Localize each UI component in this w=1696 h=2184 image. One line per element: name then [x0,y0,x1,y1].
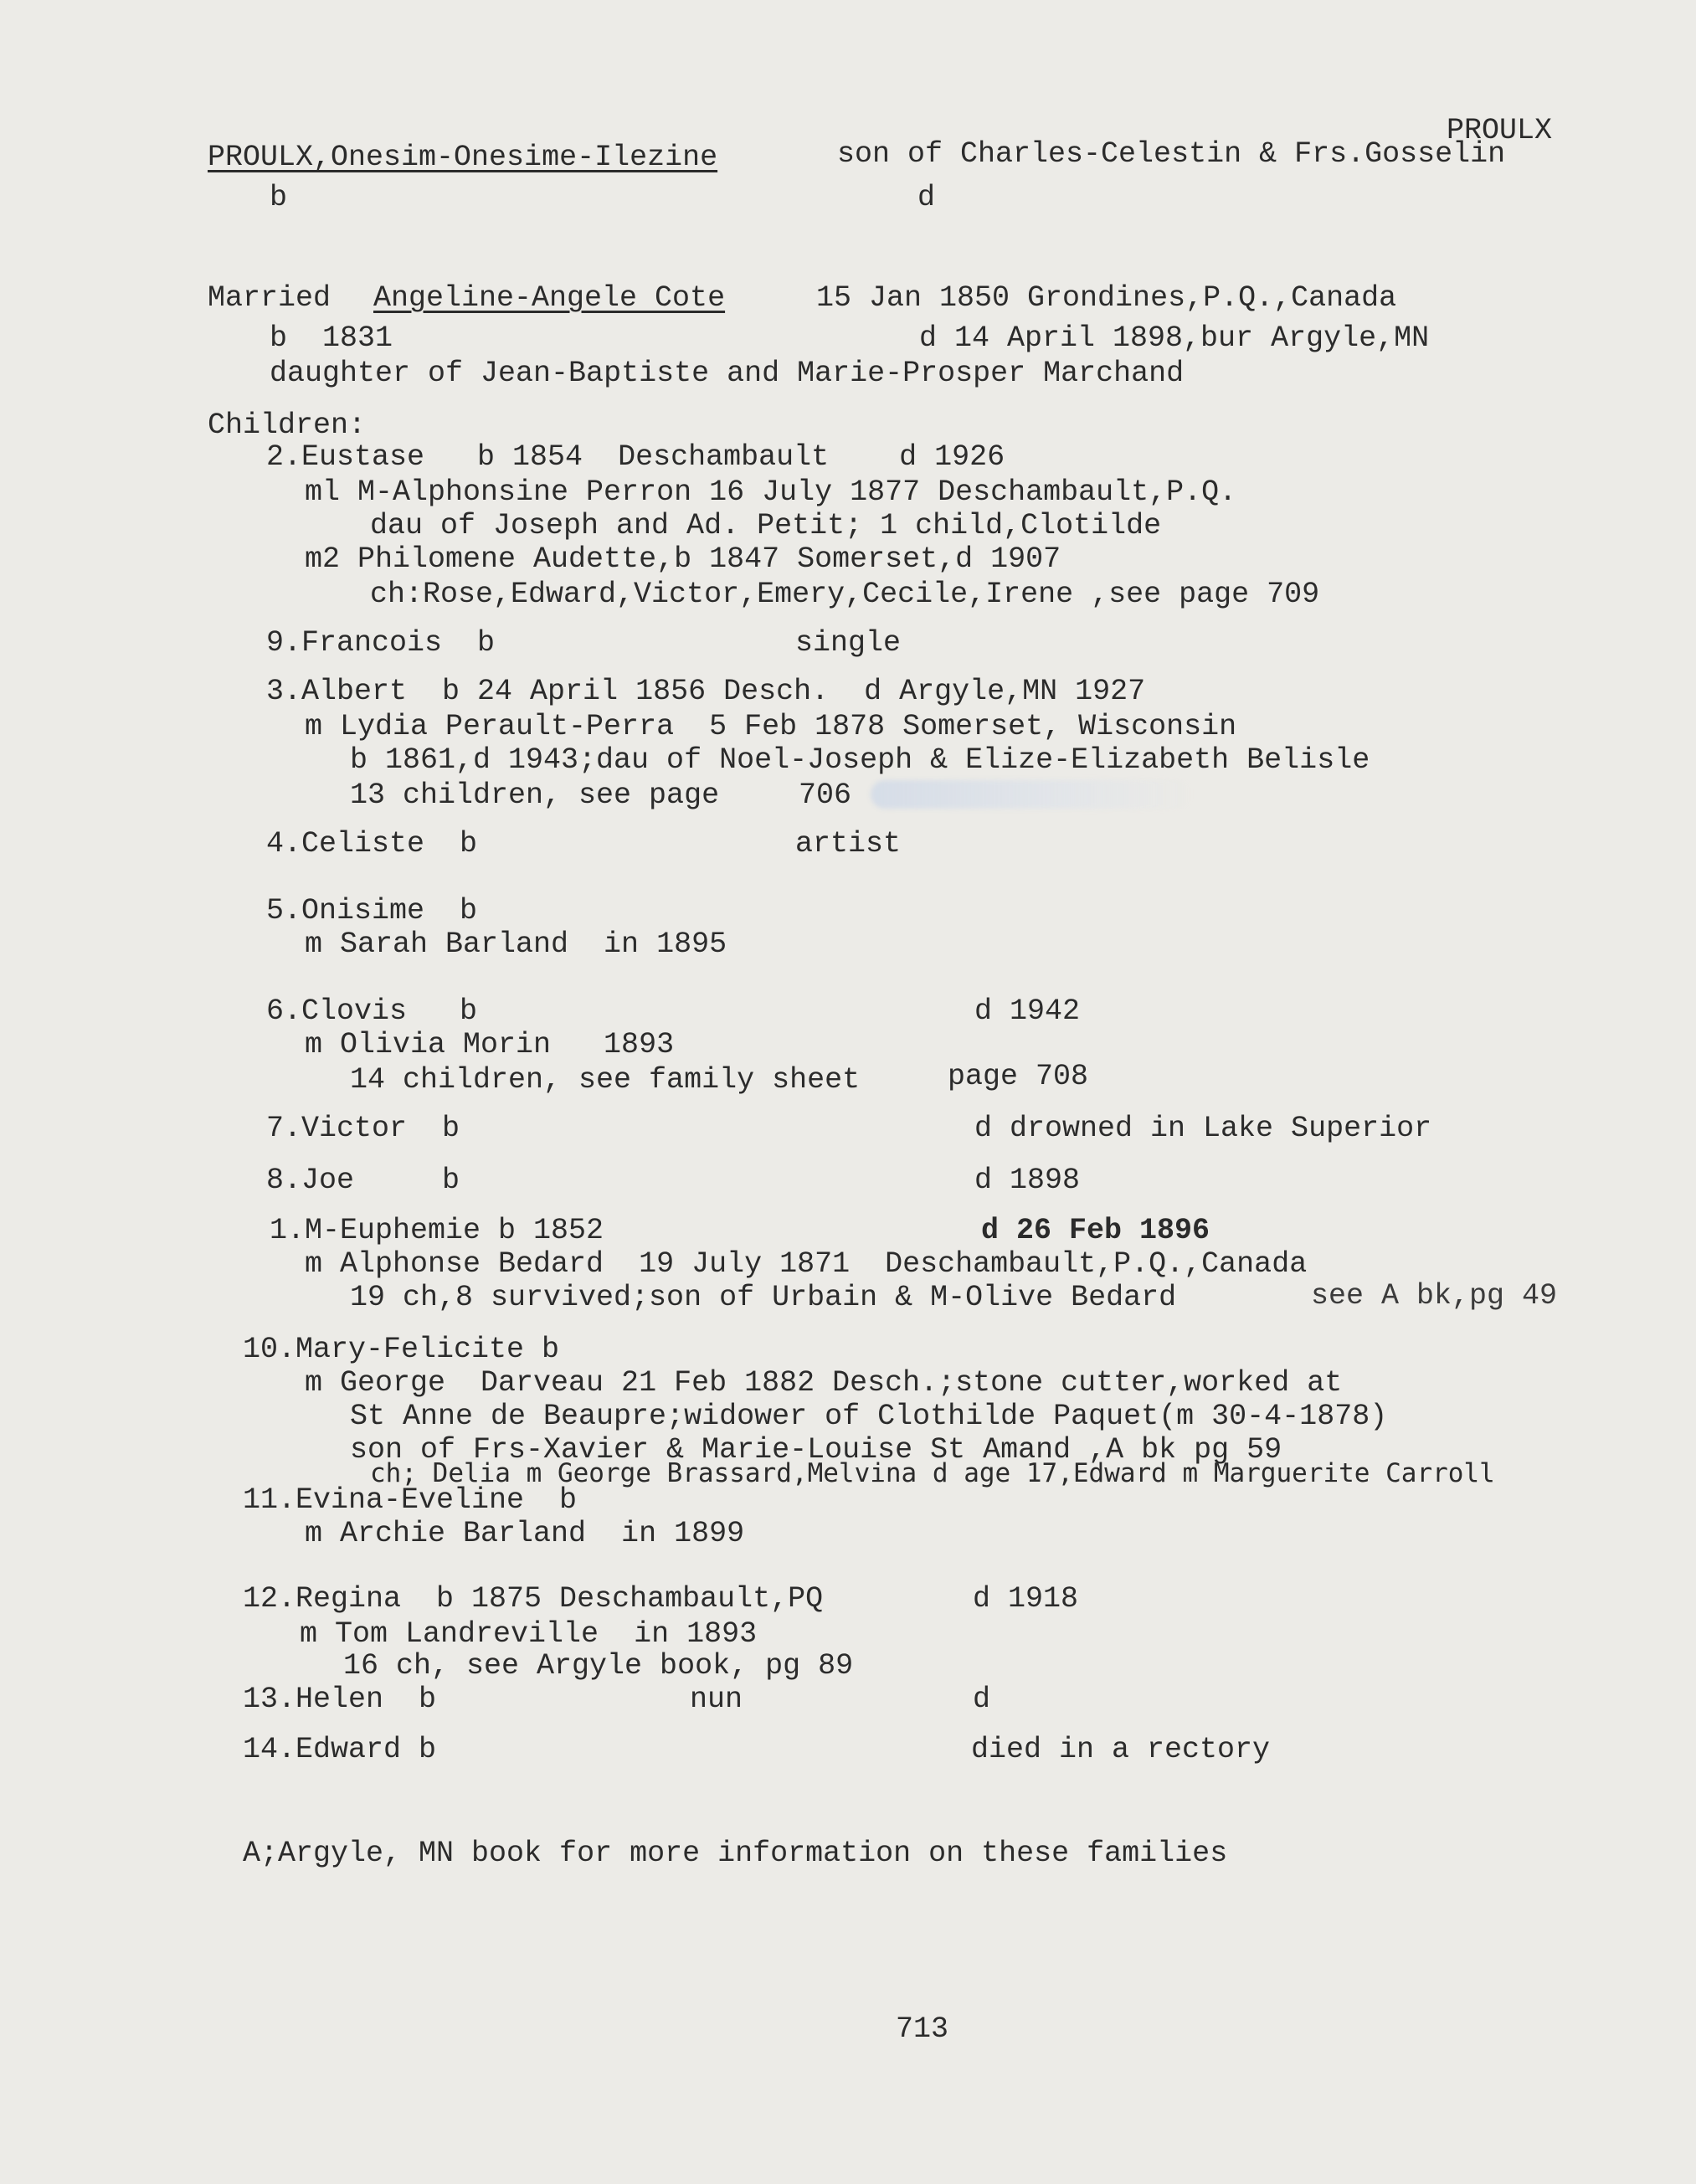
married-label: Married [208,281,331,315]
subject-death: d [917,181,936,214]
subject-birth: b [270,181,288,214]
child-14-death: died in a rectory [971,1733,1271,1766]
child-1-detail: 19 ch,8 survived;son of Urbain & M-Olive Bedard [350,1281,1177,1314]
child-7-line: 7.Victor b [266,1112,460,1145]
page-number: 713 [896,2012,949,2046]
child-9-line: 9.Francois b [266,626,496,660]
child-13-death: d [973,1683,991,1716]
child-1-line: 1.M-Euphemie b 1852 [270,1214,604,1247]
child-3-children: 13 children, see page [350,779,720,812]
child-2-line: 2.Eustase b 1854 Deschambault d 1926 [266,440,1005,474]
marriage-date-place: 15 Jan 1850 Grondines,P.Q.,Canada [816,281,1397,315]
child-13-line: 13.Helen b [243,1683,437,1716]
child-11-marriage: m Archie Barland in 1899 [305,1517,745,1550]
child-1-marriage: m Alphonse Bedard 19 July 1871 Deschambault,P.Q.,Canada [305,1247,1308,1281]
subject-parents: son of Charles-Celestin & Frs.Gosselin [837,137,1506,171]
child-6-death: d 1942 [974,994,1081,1028]
spouse-death: d 14 April 1898,bur Argyle,MN [919,321,1430,355]
child-10-line: 10.Mary-Felicite b [243,1333,560,1366]
child-2-children: ch:Rose,Edward,Victor,Emery,Cecile,Irene ,see page 709 [370,578,1320,611]
child-5-line: 5.Onisime b [266,894,478,928]
children-heading: Children: [208,409,367,442]
child-8-line: 8.Joe b [266,1164,460,1197]
child-3-line: 3.Albert b 24 April 1856 Desch. d Argyle,MN 1927 [266,675,1146,708]
spouse-name: Angeline-Angele Cote [373,281,726,315]
child-13-note: nun [690,1683,743,1716]
child-10-children: ch; Delia m George Brassard,Melvina d age 17,Edward m Marguerite Carroll [370,1458,1495,1488]
child-4-note: artist [795,827,902,861]
child-12-children: 16 ch, see Argyle book, pg 89 [343,1649,854,1683]
child-12-marriage: m Tom Landreville in 1893 [300,1617,758,1651]
child-6-children: 14 children, see family sheet [350,1063,861,1097]
child-6-marriage: m Olivia Morin 1893 [305,1028,675,1061]
child-5-marriage: m Sarah Barland in 1895 [305,928,727,961]
child-8-death: d 1898 [974,1164,1081,1197]
child-14-line: 14.Edward b [243,1733,437,1766]
child-10-detail: St Anne de Beaupre;widower of Clothilde Paquet(m 30-4-1878) [350,1400,1388,1433]
child-2-marriage-1-detail: dau of Joseph and Ad. Petit; 1 child,Clotilde [370,509,1162,542]
child-1-ref: see A bk,pg 49 [1311,1279,1558,1313]
child-10-marriage: m George Darveau 21 Feb 1882 Desch.;stone cutter,worked at [305,1366,1343,1400]
child-6-line: 6.Clovis b [266,994,478,1028]
subject-name: PROULX,Onesim-Onesime-Ilezine [208,141,718,174]
child-10-parents: son of Frs-Xavier & Marie-Louise St Amand ,A bk pg 59 [350,1433,1282,1467]
child-3-page-ref: 706 [799,779,852,812]
child-2-marriage-2: m2 Philomene Audette,b 1847 Somerset,d 1907 [305,542,1061,576]
footnote: A;Argyle, MN book for more information on these families [243,1837,1228,1870]
spouse-birth: b 1831 [270,321,393,355]
child-11-line: 11.Evina-Eveline b [243,1483,578,1517]
spouse-parents: daughter of Jean-Baptiste and Marie-Prosper Marchand [270,357,1185,390]
child-2-marriage-1: ml M-Alphonsine Perron 16 July 1877 Deschambault,P.Q. [305,475,1237,509]
child-3-spouse-detail: b 1861,d 1943;dau of Noel-Joseph & Elize-Elizabeth Belisle [350,743,1370,777]
child-3-marriage: m Lydia Perault-Perra 5 Feb 1878 Somerset, Wisconsin [305,710,1237,743]
child-12-line: 12.Regina b 1875 Deschambault,PQ [243,1582,824,1616]
child-4-line: 4.Celiste b [266,827,478,861]
child-9-note: single [795,626,902,660]
child-1-death: d 26 Feb 1896 [981,1214,1210,1247]
child-12-death: d 1918 [973,1582,1079,1616]
corner-surname: PROULX [1447,114,1553,147]
child-7-death: d drowned in Lake Superior [974,1112,1432,1145]
child-6-page-ref: page 708 [948,1060,1089,1093]
ink-smudge [871,780,1193,809]
